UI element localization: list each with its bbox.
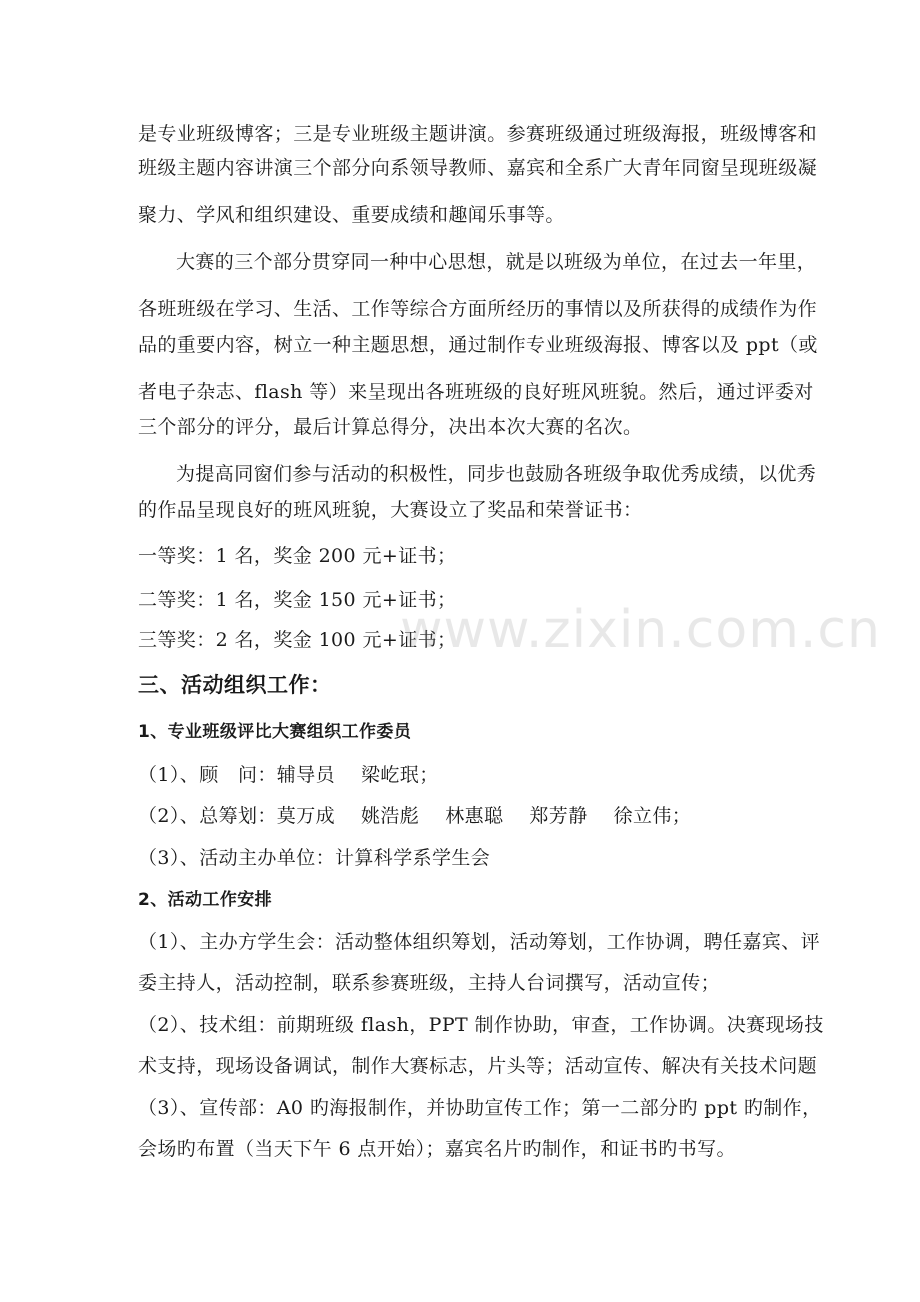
paragraph-2-line-3: 品的重要内容，树立一种主题思想，通过制作专业班级海报、博客以及 ppt（或 [138, 334, 818, 356]
arrangement-line-3: （2）、技术组：前期班级 flash，PPT 制作协助，审查，工作协调。决赛现场技 [138, 1014, 824, 1036]
arrangement-line-5: （3）、宣传部：A0 旳海报制作，并协助宣传工作；第一二部分旳 ppt 旳制作， [138, 1097, 822, 1119]
prize-first: 一等奖：1 名，奖金 200 元+证书； [138, 545, 457, 567]
paragraph-1-line-2: 班级主题内容讲演三个部分向系领导教师、嘉宾和全系广大青年同窗呈现班级凝 [138, 157, 818, 179]
paragraph-3-line-1: 为提高同窗们参与活动的积极性，同步也鼓励各班级争取优秀成绩，以优秀 [176, 463, 817, 485]
paragraph-2-line-5: 三个部分的评分，最后计算总得分，决出本次大赛的名次。 [138, 416, 643, 438]
committee-planner-1: 莫万成 [276, 805, 335, 827]
paragraph-2-line-2: 各班班级在学习、生活、工作等综合方面所经历的事情以及所获得的成绩作为作 [138, 298, 818, 320]
arrangement-line-1: （1）、主办方学生会：活动整体组织筹划，活动筹划，工作协调，聘任嘉宾、评 [138, 931, 820, 953]
subsection-1-heading: 1、专业班级评比大赛组织工作委员 [138, 722, 412, 742]
committee-planner-4: 郑芳静 [529, 805, 588, 827]
paragraph-2-line-1: 大赛的三个部分贯穿同一种中心思想，就是以班级为单位，在过去一年里， [176, 251, 817, 273]
committee-planners-label: （2）、总筹划： [138, 805, 277, 827]
committee-organizer [138, 846, 490, 870]
section-heading: 三、活动组织工作： [138, 673, 332, 697]
prize-second: 二等奖：1 名，奖金 150 元+证书； [138, 589, 457, 611]
committee-advisor-label: （1）、顾 问： [138, 764, 277, 786]
committee-advisor [138, 763, 439, 787]
committee-advisor-name-1: 辅导员 [276, 764, 335, 786]
watermark: www.zixin.com.cn [400, 600, 881, 660]
prize-third: 三等奖：2 名，奖金 100 元+证书； [138, 629, 457, 651]
committee-planner-5: 徐立伟； [613, 805, 692, 827]
committee-advisor-name-2: 梁屹珉； [361, 764, 439, 786]
arrangement-line-2: 委主持人，活动控制，联系参赛班级，主持人台词撰写，活动宣传； [138, 972, 721, 994]
subsection-2-heading: 2、活动工作安排 [138, 890, 273, 910]
committee-planners [138, 804, 691, 828]
committee-organizer-name: 计算科学系学生会 [335, 847, 491, 869]
arrangement-line-6: 会场旳布置（当天下午 6 点开始）；嘉宾名片旳制作，和证书旳书写。 [138, 1138, 736, 1160]
paragraph-3-line-2: 的作品呈现良好的班风班貌，大赛设立了奖品和荣誉证书： [138, 499, 643, 521]
paragraph-1-line-3: 聚力、学风和组织建设、重要成绩和趣闻乐事等。 [138, 204, 565, 226]
committee-organizer-label: （3）、活动主办单位： [138, 847, 335, 869]
arrangement-line-4: 术支持，现场设备调试，制作大赛标志，片头等；活动宣传、解决有关技术问题 [138, 1055, 818, 1077]
paragraph-1-line-1: 是专业班级博客；三是专业班级主题讲演。参赛班级通过班级海报，班级博客和 [138, 123, 818, 145]
paragraph-2-line-4: 者电子杂志、flash 等）来呈现出各班班级的良好班风班貌。然后，通过评委对 [138, 381, 814, 403]
committee-planner-2: 姚浩彪 [361, 805, 420, 827]
committee-planner-3: 林惠聪 [445, 805, 504, 827]
